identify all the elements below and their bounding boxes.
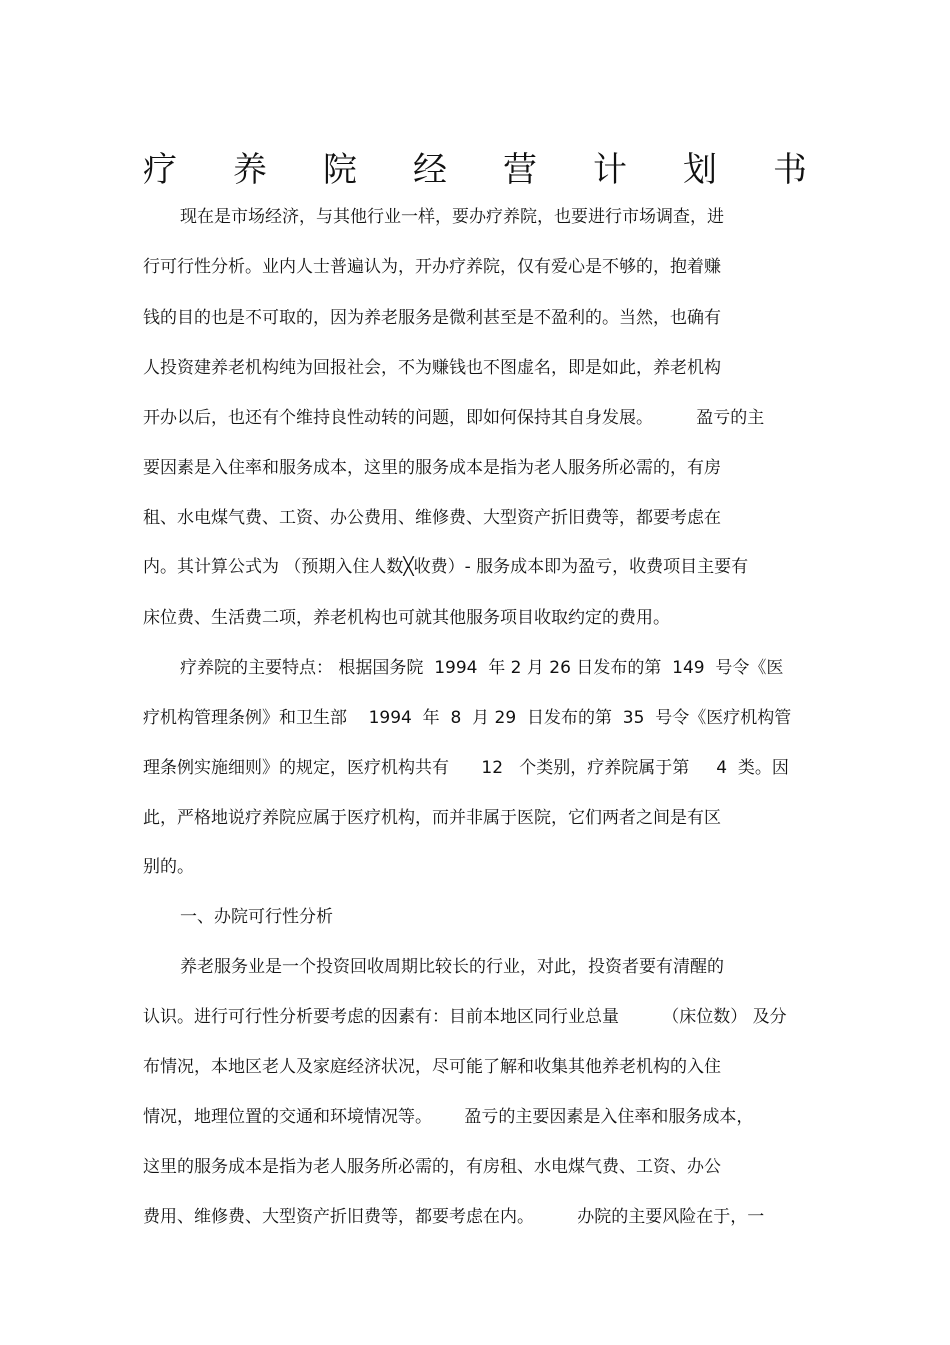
section-heading: 一、办院可行性分析 (180, 907, 333, 927)
text-line: 这里的服务成本是指为老人服务所必需的，有房租、水电煤气费、工资、办公 (143, 1157, 721, 1177)
title-char: 疗 (143, 149, 177, 190)
text-line: 行可行性分析。业内人士普遍认为，开办疗养院，仅有爱心是不够的，抱着赚 (143, 257, 721, 277)
text-line: 现在是市场经济，与其他行业一样，要办疗养院，也要进行市场调查，进 (180, 207, 724, 227)
title-char: 书 (773, 149, 807, 190)
text-line: 开办以后，也还有个维持良性动转的问题，即如何保持其自身发展。 盈亏的主 (143, 408, 765, 428)
title-char: 营 (503, 149, 537, 190)
text-line: 情况，地理位置的交通和环境情况等。 盈亏的主要因素是入住率和服务成本， (143, 1107, 754, 1127)
text-line: 养老服务业是一个投资回收周期比较长的行业，对此，投资者要有清醒的 (180, 957, 724, 977)
title-char: 养 (233, 149, 267, 190)
document-title (143, 136, 807, 196)
text-line: 床位费、生活费二项，养老机构也可就其他服务项目收取约定的费用。 (143, 608, 670, 628)
title-char: 计 (593, 149, 627, 190)
text-line: 人投资建养老机构纯为回报社会，不为赚钱也不图虚名，即是如此，养老机构 (143, 358, 721, 378)
title-char: 划 (683, 149, 717, 190)
text-line: 理条例实施细则》的规定，医疗机构共有 12 个类别，疗养院属于第 4 类。因 (143, 758, 789, 778)
text-line: 此，严格地说疗养院应属于医疗机构，而并非属于医院，它们两者之间是有区 (143, 808, 721, 828)
title-char: 院 (323, 149, 357, 190)
text-line: 费用、维修费、大型资产折旧费等，都要考虑在内。 办院的主要风险在于，一 (143, 1207, 765, 1227)
text-line: 布情况，本地区老人及家庭经济状况，尽可能了解和收集其他养老机构的入住 (143, 1057, 721, 1077)
text-line: 疗机构管理条例》和卫生部 1994 年 8 月 29 日发布的第 35 号令《医疗机构管 (143, 708, 792, 728)
text-line: 内。其计算公式为 （预期入住人数╳收费）- 服务成本即为盈亏，收费项目主要有 (143, 557, 749, 577)
text-line: 钱的目的也是不可取的，因为养老服务是微利甚至是不盈利的。当然，也确有 (143, 308, 721, 328)
title-char: 经 (413, 149, 447, 190)
text-line: 要因素是入住率和服务成本，这里的服务成本是指为老人服务所必需的，有房 (143, 458, 721, 478)
text-line: 别的。 (143, 857, 194, 877)
text-line: 疗养院的主要特点： 根据国务院 1994 年 2 月 26 日发布的第 149 号令《医 (180, 658, 784, 678)
text-line: 认识。进行可行性分析要考虑的因素有：目前本地区同行业总量 （床位数） 及分 (143, 1007, 787, 1027)
text-line: 租、水电煤气费、工资、办公费用、维修费、大型资产折旧费等，都要考虑在 (143, 508, 721, 528)
